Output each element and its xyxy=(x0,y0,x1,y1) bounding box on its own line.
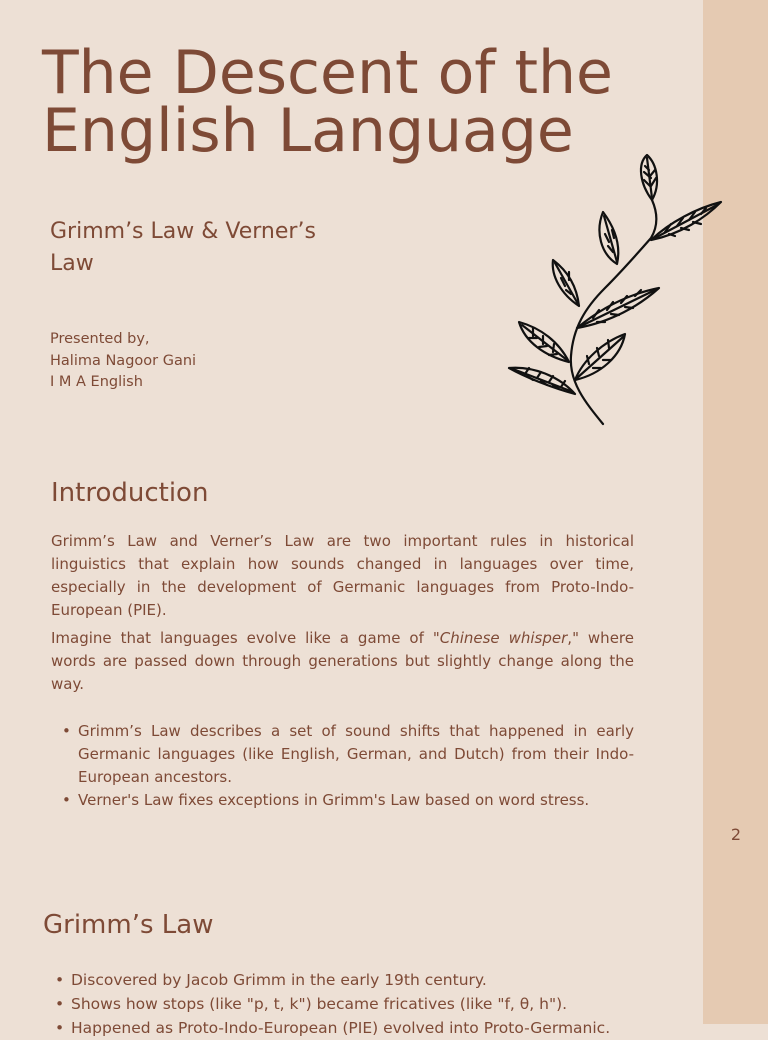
introduction-slide xyxy=(0,440,703,880)
analogy-text-end: ," where words are passed down through generations but slightly change along the way. xyxy=(51,629,634,693)
list-item xyxy=(55,968,675,992)
bullet-text: Happened as Proto-Indo-European (PIE) evolved into Proto-Germanic. xyxy=(71,1019,611,1037)
bullet-dot: • xyxy=(55,971,65,989)
presenter-name: Halima Nagoor Gani xyxy=(50,352,197,369)
intro-paragraph-analogy xyxy=(51,627,634,696)
presentation-subtitle: Grimm’s Law & Verner’s Law xyxy=(50,219,316,276)
list-item xyxy=(62,789,634,812)
bullet-dot: • xyxy=(62,722,71,740)
grimms-law-slide xyxy=(0,880,703,1037)
bullet-text: Grimm’s Law describes a set of sound shifts that happened in early Germanic languages (like English, German, and Dutch) from their Indo-European ancestors. xyxy=(78,722,634,786)
analogy-emphasis: Chinese whisper xyxy=(439,629,568,647)
introduction-body xyxy=(51,530,634,701)
introduction-heading: Introduction xyxy=(51,478,209,508)
bullet-dot: • xyxy=(62,791,71,809)
grimms-law-bullet-list xyxy=(55,968,675,1040)
bullet-dot: • xyxy=(55,995,65,1013)
list-item xyxy=(55,992,675,1016)
list-item xyxy=(62,720,634,789)
bullet-text: Verner's Law fixes exceptions in Grimm's Law based on word stress. xyxy=(78,791,590,809)
page-number: 2 xyxy=(730,825,741,844)
introduction-bullet-list xyxy=(62,720,634,812)
intro-paragraph: Grimm’s Law and Verner’s Law are two important rules in historical linguistics that explain how sounds changed in languages over time, especially in the development of Germanic languages from Proto-Indo-European (PIE). xyxy=(51,532,634,619)
bullet-text: Shows how stops (like "p, t, k") became fricatives (like "f, θ, h"). xyxy=(71,995,568,1013)
analogy-text-start: Imagine that languages evolve like a game of " xyxy=(51,629,440,647)
presentation-title: The Descent of the English Language xyxy=(42,38,613,166)
list-item xyxy=(55,1016,675,1040)
olive-branch-icon xyxy=(505,150,727,430)
presenter-info xyxy=(50,329,196,394)
presenter-course: I M A English xyxy=(50,374,143,390)
grimms-law-heading: Grimm’s Law xyxy=(43,910,214,940)
bullet-text: Discovered by Jacob Grimm in the early 19th century. xyxy=(71,971,487,989)
presenter-label: Presented by, xyxy=(50,331,150,347)
title-slide xyxy=(0,0,703,440)
bullet-dot: • xyxy=(55,1019,65,1037)
